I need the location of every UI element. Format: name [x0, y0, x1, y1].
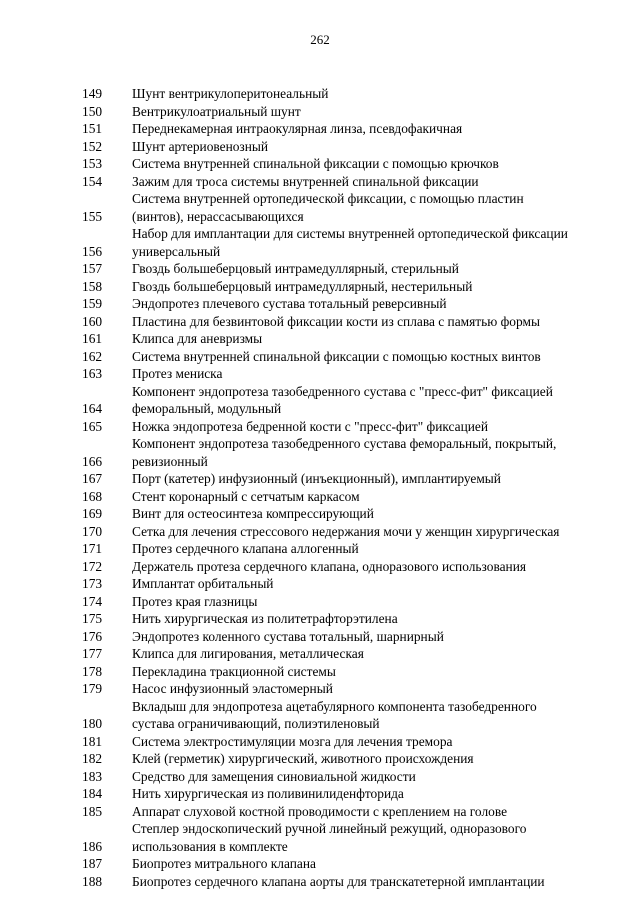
item-number: 153: [82, 156, 103, 171]
list-item: [82, 855, 602, 873]
list-item: [82, 330, 602, 348]
item-number: 188: [82, 873, 103, 889]
item-text: Шунт артериовенозный: [132, 138, 269, 154]
item-text: Имплантат орбитальный: [132, 576, 274, 591]
list-item: [82, 663, 602, 681]
item-text: Эндопротез коленного сустава тотальный, шарнирный: [132, 628, 444, 644]
item-number: 176: [82, 628, 103, 644]
item-text: Компонент эндопротеза тазобедренного сустава феморальный, покрытый, ревизионный: [132, 436, 557, 469]
list-item: [82, 820, 602, 855]
item-number: 154: [82, 173, 103, 189]
item-text: Степлер эндоскопический ручной линейный режущий, одноразового использования в комплекте: [132, 821, 527, 854]
item-text: Протез мениска: [132, 366, 223, 381]
list-item: [82, 295, 602, 313]
item-number: 175: [82, 611, 103, 626]
list-item: [82, 103, 602, 121]
item-text: Аппарат слуховой костной проводимости с креплением на голове: [132, 803, 508, 819]
item-text: Сетка для лечения стрессового недержания мочи у женщин хирургическая: [132, 523, 560, 539]
list-item: [82, 138, 602, 156]
page-number: 262: [310, 32, 330, 47]
item-number: 181: [82, 733, 103, 749]
item-number: 151: [82, 121, 103, 136]
list-item: [82, 505, 602, 523]
list-item: [82, 750, 602, 768]
list-item: [82, 645, 602, 663]
item-text: Вкладыш для эндопротеза ацетабулярного компонента тазобедренного сустава ограничивающий, полиэтиленовый: [132, 698, 537, 731]
list-item: [82, 733, 602, 751]
item-number: 179: [82, 681, 103, 696]
list-item: [82, 785, 602, 803]
list-item: [82, 155, 602, 173]
item-text: Система внутренней спинальной фиксации с помощью крючков: [132, 156, 499, 171]
item-number: 160: [82, 313, 103, 329]
list-item: [82, 85, 602, 103]
list-item: [82, 873, 602, 891]
list-item: [82, 470, 602, 488]
item-text: Эндопротез плечевого сустава тотальный реверсивный: [132, 296, 447, 311]
list-item: [82, 698, 602, 733]
item-number: 182: [82, 751, 103, 766]
list-item: [82, 225, 602, 260]
item-number: 163: [82, 366, 103, 381]
item-text: Шунт вентрикулоперитонеальный: [132, 86, 329, 101]
item-text: Нить хирургическая из поливинилиденфторида: [132, 786, 404, 801]
list-item: [82, 540, 602, 558]
item-text: Система внутренней спинальной фиксации с помощью костных винтов: [132, 348, 541, 364]
item-number: 161: [82, 331, 103, 346]
item-text: Зажим для троса системы внутренней спинальной фиксации: [132, 173, 479, 189]
item-text: Насос инфузионный эластомерный: [132, 681, 333, 696]
item-number: 180: [82, 716, 103, 731]
list-item: [82, 803, 602, 821]
list-item: [82, 313, 602, 331]
list-item: [82, 523, 602, 541]
item-text: Компонент эндопротеза тазобедренного сустава с "пресс-фит" фиксацией феморальный, модульный: [132, 383, 553, 416]
item-number: 168: [82, 488, 103, 504]
item-text: Клипса для аневризмы: [132, 331, 263, 346]
list-item: [82, 418, 602, 436]
device-list: [82, 85, 602, 890]
item-number: 169: [82, 506, 103, 521]
item-number: 167: [82, 471, 103, 486]
item-number: 164: [82, 401, 103, 416]
item-text: Средство для замещения синовиальной жидкости: [132, 768, 416, 784]
list-item: [82, 435, 602, 470]
item-text: Гвоздь большеберцовый интрамедуллярный, стерильный: [132, 261, 459, 276]
item-number: 178: [82, 663, 103, 679]
item-number: 170: [82, 523, 103, 539]
item-text: Биопротез митрального клапана: [132, 856, 316, 871]
item-text: Пластина для безвинтовой фиксации кости из сплава с памятью формы: [132, 313, 540, 329]
item-text: Клипса для лигирования, металлическая: [132, 646, 364, 661]
item-number: 172: [82, 558, 103, 574]
item-number: 162: [82, 348, 103, 364]
list-item: [82, 278, 602, 296]
list-item: [82, 365, 602, 383]
item-text: Протез края глазницы: [132, 593, 258, 609]
item-text: Нить хирургическая из политетрафторэтилена: [132, 611, 398, 626]
item-number: 184: [82, 786, 103, 801]
item-number: 165: [82, 418, 103, 434]
item-number: 157: [82, 261, 103, 276]
item-number: 150: [82, 103, 103, 119]
item-text: Стент коронарный с сетчатым каркасом: [132, 488, 360, 504]
item-text: Винт для остеосинтеза компрессирующий: [132, 506, 374, 521]
list-item: [82, 610, 602, 628]
list-item: [82, 575, 602, 593]
item-text: Клей (герметик) хирургический, животного происхождения: [132, 751, 474, 766]
item-number: 171: [82, 541, 103, 556]
item-text: Держатель протеза сердечного клапана, одноразового использования: [132, 558, 527, 574]
item-number: 155: [82, 208, 103, 224]
item-number: 159: [82, 296, 103, 311]
list-item: [82, 260, 602, 278]
item-number: 156: [82, 243, 103, 259]
list-item: [82, 628, 602, 646]
list-item: [82, 488, 602, 506]
list-item: [82, 593, 602, 611]
item-number: 183: [82, 768, 103, 784]
item-text: Вентрикулоатриальный шунт: [132, 103, 301, 119]
item-text: Ножка эндопротеза бедренной кости с "пресс-фит" фиксацией: [132, 418, 489, 434]
list-item: [82, 383, 602, 418]
item-text: Порт (катетер) инфузионный (инъекционный), имплантируемый: [132, 471, 501, 486]
item-text: Перекладина тракционной системы: [132, 663, 336, 679]
item-text: Протез сердечного клапана аллогенный: [132, 541, 359, 556]
item-number: 158: [82, 278, 103, 294]
list-item: [82, 348, 602, 366]
list-item: [82, 190, 602, 225]
item-text: Набор для имплантации для системы внутренней ортопедической фиксации универсальный: [132, 226, 568, 259]
list-item: [82, 173, 602, 191]
item-number: 174: [82, 593, 103, 609]
item-number: 152: [82, 138, 103, 154]
item-number: 186: [82, 838, 103, 854]
list-item: [82, 680, 602, 698]
item-text: Гвоздь большеберцовый интрамедуллярный, нестерильный: [132, 278, 473, 294]
item-number: 149: [82, 86, 103, 101]
item-number: 185: [82, 803, 103, 819]
item-text: Система электростимуляции мозга для лечения тремора: [132, 733, 453, 749]
item-number: 173: [82, 576, 103, 591]
item-number: 177: [82, 646, 103, 661]
item-number: 187: [82, 856, 103, 871]
item-text: Система внутренней ортопедической фиксации, с помощью пластин (винтов), нерассасывающихся: [132, 191, 524, 224]
list-item: [82, 558, 602, 576]
list-item: [82, 120, 602, 138]
item-text: Переднекамерная интраокулярная линза, псевдофакичная: [132, 121, 463, 136]
list-item: [82, 768, 602, 786]
item-number: 166: [82, 453, 103, 469]
item-text: Биопротез сердечного клапана аорты для транскатетерной имплантации: [132, 873, 545, 889]
